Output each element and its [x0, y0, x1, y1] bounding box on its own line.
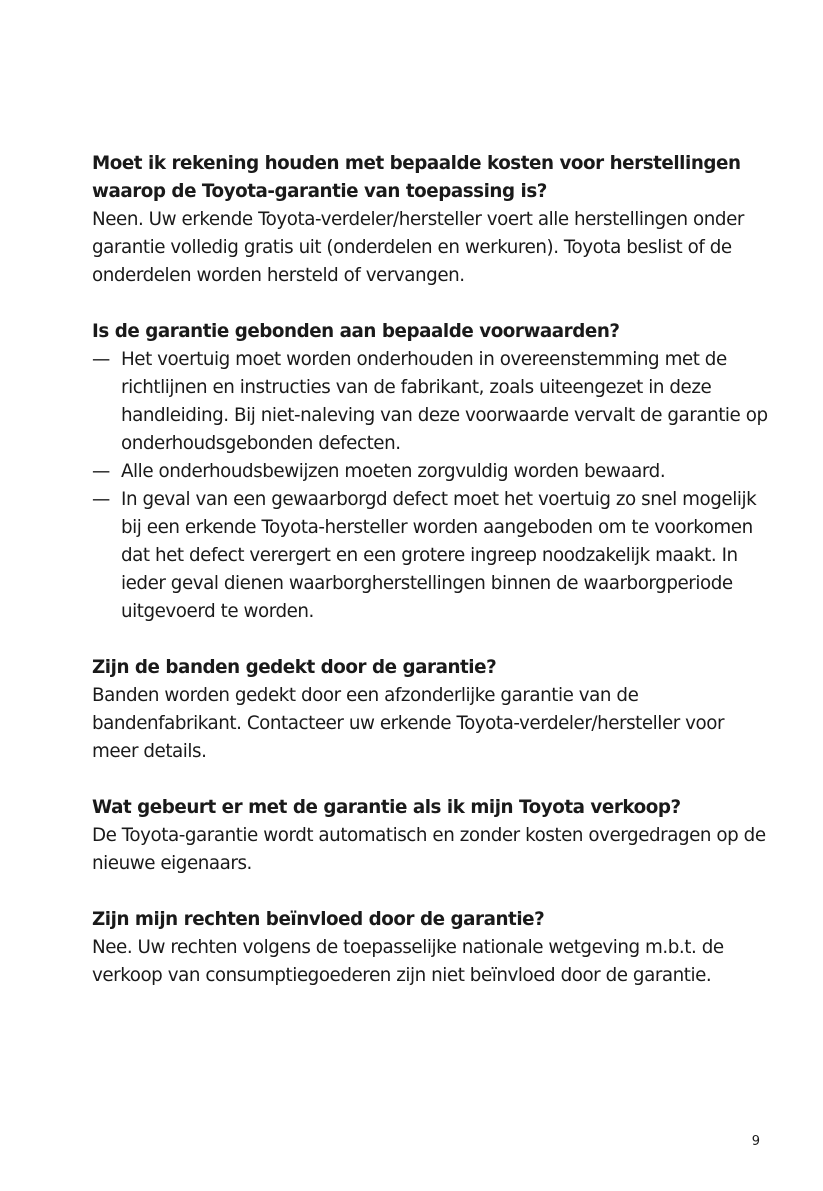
- faq-question: Zijn mijn rechten beïnvloed door de garantie?: [92, 909, 545, 930]
- list-item: [92, 346, 772, 458]
- faq-question: Is de garantie gebonden aan bepaalde voorwaarden?: [92, 321, 620, 342]
- faq-section-conditions: [92, 318, 772, 626]
- faq-section-rights: [92, 906, 772, 990]
- list-item-text: Alle onderhoudsbewijzen moeten zorgvuldig worden bewaard.: [121, 461, 666, 482]
- list-item: [92, 486, 772, 626]
- conditions-list: [92, 346, 772, 626]
- faq-section-repair-costs: [92, 150, 772, 290]
- document-body: [92, 150, 772, 1018]
- list-item: [92, 458, 772, 486]
- list-item-text: Het voertuig moet worden onderhouden in overeenstemming met de richtlijnen en instructies van de fabrikant, zoals uiteengezet in deze handleiding. Bij niet-naleving van deze voorwaarde vervalt de garantie op onderhoudsgebonden defecten.: [121, 349, 768, 454]
- dash-bullet: —: [92, 489, 110, 510]
- faq-section-resale: [92, 794, 772, 878]
- faq-question: Wat gebeurt er met de garantie als ik mijn Toyota verkoop?: [92, 797, 681, 818]
- dash-bullet: —: [92, 349, 110, 370]
- list-item-text: In geval van een gewaarborgd defect moet het voertuig zo snel mogelijk bij een erkende Toyota-hersteller worden aangeboden om te voorkomen dat het defect verergert en een grotere ingreep noodzakelijk maakt. In ieder geval dienen waarborgherstellingen binnen de waarborgperiode uitgevoerd te worden.: [121, 489, 757, 622]
- faq-answer: De Toyota-garantie wordt automatisch en zonder kosten overgedragen op de nieuwe eigenaars.: [92, 825, 766, 874]
- faq-answer: Neen. Uw erkende Toyota-verdeler/hersteller voert alle herstellingen onder garantie volledig gratis uit (onderdelen en werkuren). Toyota beslist of de onderdelen worden hersteld of vervangen.: [92, 209, 744, 286]
- dash-bullet: —: [92, 461, 110, 482]
- faq-question: Moet ik rekening houden met bepaalde kosten voor herstellingen waarop de Toyota-garantie van toepassing is?: [92, 153, 741, 202]
- faq-answer: Banden worden gedekt door een afzonderlijke garantie van de bandenfabrikant. Contacteer uw erkende Toyota-verdeler/hersteller voor meer details.: [92, 685, 725, 762]
- faq-answer: Nee. Uw rechten volgens de toepasselijke nationale wetgeving m.b.t. de verkoop van consumptiegoederen zijn niet beïnvloed door de garantie.: [92, 937, 724, 986]
- faq-question: Zijn de banden gedekt door de garantie?: [92, 657, 497, 678]
- faq-section-tyres: [92, 654, 772, 766]
- page-number: 9: [751, 1134, 760, 1149]
